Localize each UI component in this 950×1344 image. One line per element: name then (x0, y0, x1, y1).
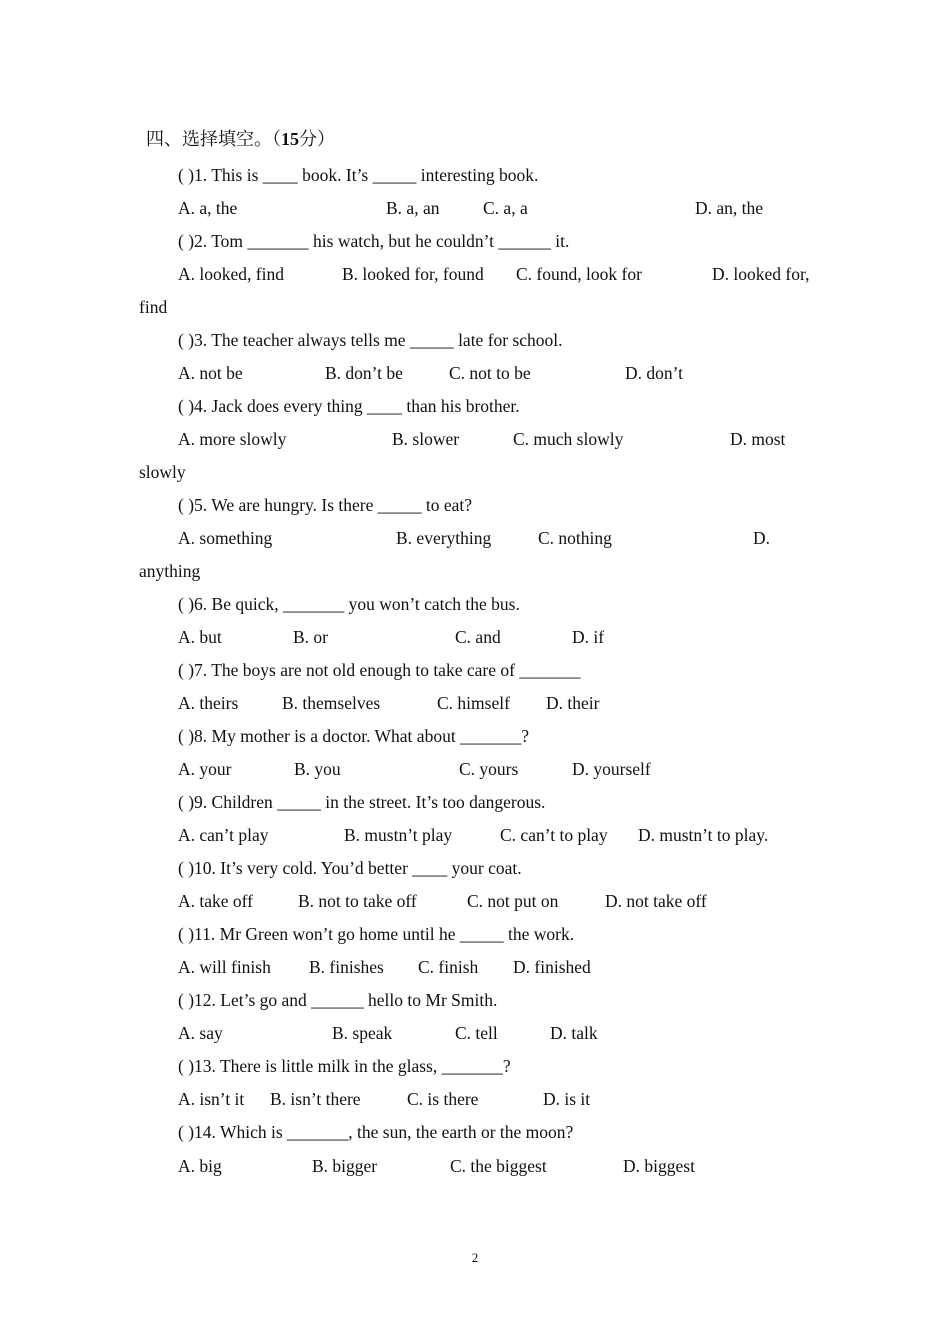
question-5-option-d: D. (753, 528, 771, 548)
question-8-option-c: C. yours (459, 759, 519, 779)
question-10-option-a: A. take off (178, 891, 253, 911)
question-9-stem: ( )9. Children _____ in the street. It’s too dangerous. (178, 792, 546, 812)
question-5-option-d-continued: anything (139, 561, 201, 581)
question-5-option-a: A. something (178, 528, 273, 548)
question-9-option-b: B. mustn’t play (344, 825, 453, 845)
question-4-option-b: B. slower (392, 429, 460, 449)
question-14-option-a: A. big (178, 1156, 222, 1176)
question-2-option-d-continued: find (139, 297, 168, 317)
page-number: 2 (471, 1250, 479, 1265)
question-12-option-c: C. tell (455, 1023, 498, 1043)
question-14-option-b: B. bigger (312, 1156, 378, 1176)
section-score-suffix: 分） (299, 129, 335, 149)
question-2-option-b: B. looked for, found (342, 264, 484, 284)
question-5-stem: ( )5. We are hungry. Is there _____ to eat? (178, 495, 473, 515)
question-13-option-b: B. isn’t there (270, 1089, 361, 1109)
question-3-option-d: D. don’t (625, 363, 684, 383)
question-3-stem: ( )3. The teacher always tells me _____ late for school. (178, 330, 563, 350)
question-10-option-c: C. not put on (467, 891, 559, 911)
question-3-option-a: A. not be (178, 363, 243, 383)
question-12-option-a: A. say (178, 1023, 223, 1043)
question-12-option-d: D. talk (550, 1023, 598, 1043)
question-1-option-d: D. an, the (695, 198, 764, 218)
question-8-option-d: D. yourself (572, 759, 651, 779)
question-8-stem: ( )8. My mother is a doctor. What about _______? (178, 726, 530, 746)
question-5-option-c: C. nothing (538, 528, 612, 548)
question-10-stem: ( )10. It’s very cold. You’d better ____ your coat. (178, 858, 522, 878)
question-11-option-a: A. will finish (178, 957, 271, 977)
question-9-option-a: A. can’t play (178, 825, 269, 845)
question-10-option-d: D. not take off (605, 891, 707, 911)
question-11-option-b: B. finishes (309, 957, 384, 977)
question-4-option-a: A. more slowly (178, 429, 287, 449)
question-13-stem: ( )13. There is little milk in the glass, _______? (178, 1056, 511, 1076)
question-8-option-b: B. you (294, 759, 341, 779)
question-8-option-a: A. your (178, 759, 232, 779)
question-2-option-d: D. looked for, (712, 264, 810, 284)
question-13-option-a: A. isn’t it (178, 1089, 245, 1109)
question-4-option-c: C. much slowly (513, 429, 624, 449)
question-1-option-b: B. a, an (386, 198, 440, 218)
question-11-stem: ( )11. Mr Green won’t go home until he _____ the work. (178, 924, 575, 944)
question-6-option-d: D. if (572, 627, 605, 647)
question-6-option-a: A. but (178, 627, 222, 647)
section-title (146, 127, 335, 151)
question-10-option-b: B. not to take off (298, 891, 417, 911)
question-12-stem: ( )12. Let’s go and ______ hello to Mr Smith. (178, 990, 498, 1010)
question-14-option-d: D. biggest (623, 1156, 695, 1176)
question-13-option-d: D. is it (543, 1089, 591, 1109)
section-score: 15 (281, 129, 299, 149)
question-6-option-b: B. or (293, 627, 328, 647)
question-9-option-c: C. can’t to play (500, 825, 608, 845)
question-7-option-a: A. theirs (178, 693, 239, 713)
question-7-stem: ( )7. The boys are not old enough to take care of _______ (178, 660, 581, 680)
question-13-option-c: C. is there (407, 1089, 479, 1109)
question-7-option-c: C. himself (437, 693, 510, 713)
question-2-option-a: A. looked, find (178, 264, 284, 284)
question-11-option-d: D. finished (513, 957, 591, 977)
question-3-option-b: B. don’t be (325, 363, 403, 383)
question-7-option-b: B. themselves (282, 693, 381, 713)
question-14-stem: ( )14. Which is _______, the sun, the earth or the moon? (178, 1122, 574, 1142)
question-2-option-c: C. found, look for (516, 264, 642, 284)
question-6-option-c: C. and (455, 627, 501, 647)
question-4-stem: ( )4. Jack does every thing ____ than his brother. (178, 396, 520, 416)
question-6-stem: ( )6. Be quick, _______ you won’t catch the bus. (178, 594, 520, 614)
section-title-text: 四、选择填空。（ (146, 129, 281, 149)
question-3-option-c: C. not to be (449, 363, 531, 383)
question-9-option-d: D. mustn’t to play. (638, 825, 769, 845)
question-1-stem: ( )1. This is ____ book. It’s _____ interesting book. (178, 165, 539, 185)
question-1-option-a: A. a, the (178, 198, 238, 218)
question-14-option-c: C. the biggest (450, 1156, 547, 1176)
question-1-option-c: C. a, a (483, 198, 528, 218)
question-4-option-d: D. most (730, 429, 786, 449)
question-7-option-d: D. their (546, 693, 600, 713)
question-4-option-d-continued: slowly (139, 462, 186, 482)
question-11-option-c: C. finish (418, 957, 479, 977)
question-2-stem: ( )2. Tom _______ his watch, but he couldn’t ______ it. (178, 231, 570, 251)
question-12-option-b: B. speak (332, 1023, 393, 1043)
question-5-option-b: B. everything (396, 528, 492, 548)
